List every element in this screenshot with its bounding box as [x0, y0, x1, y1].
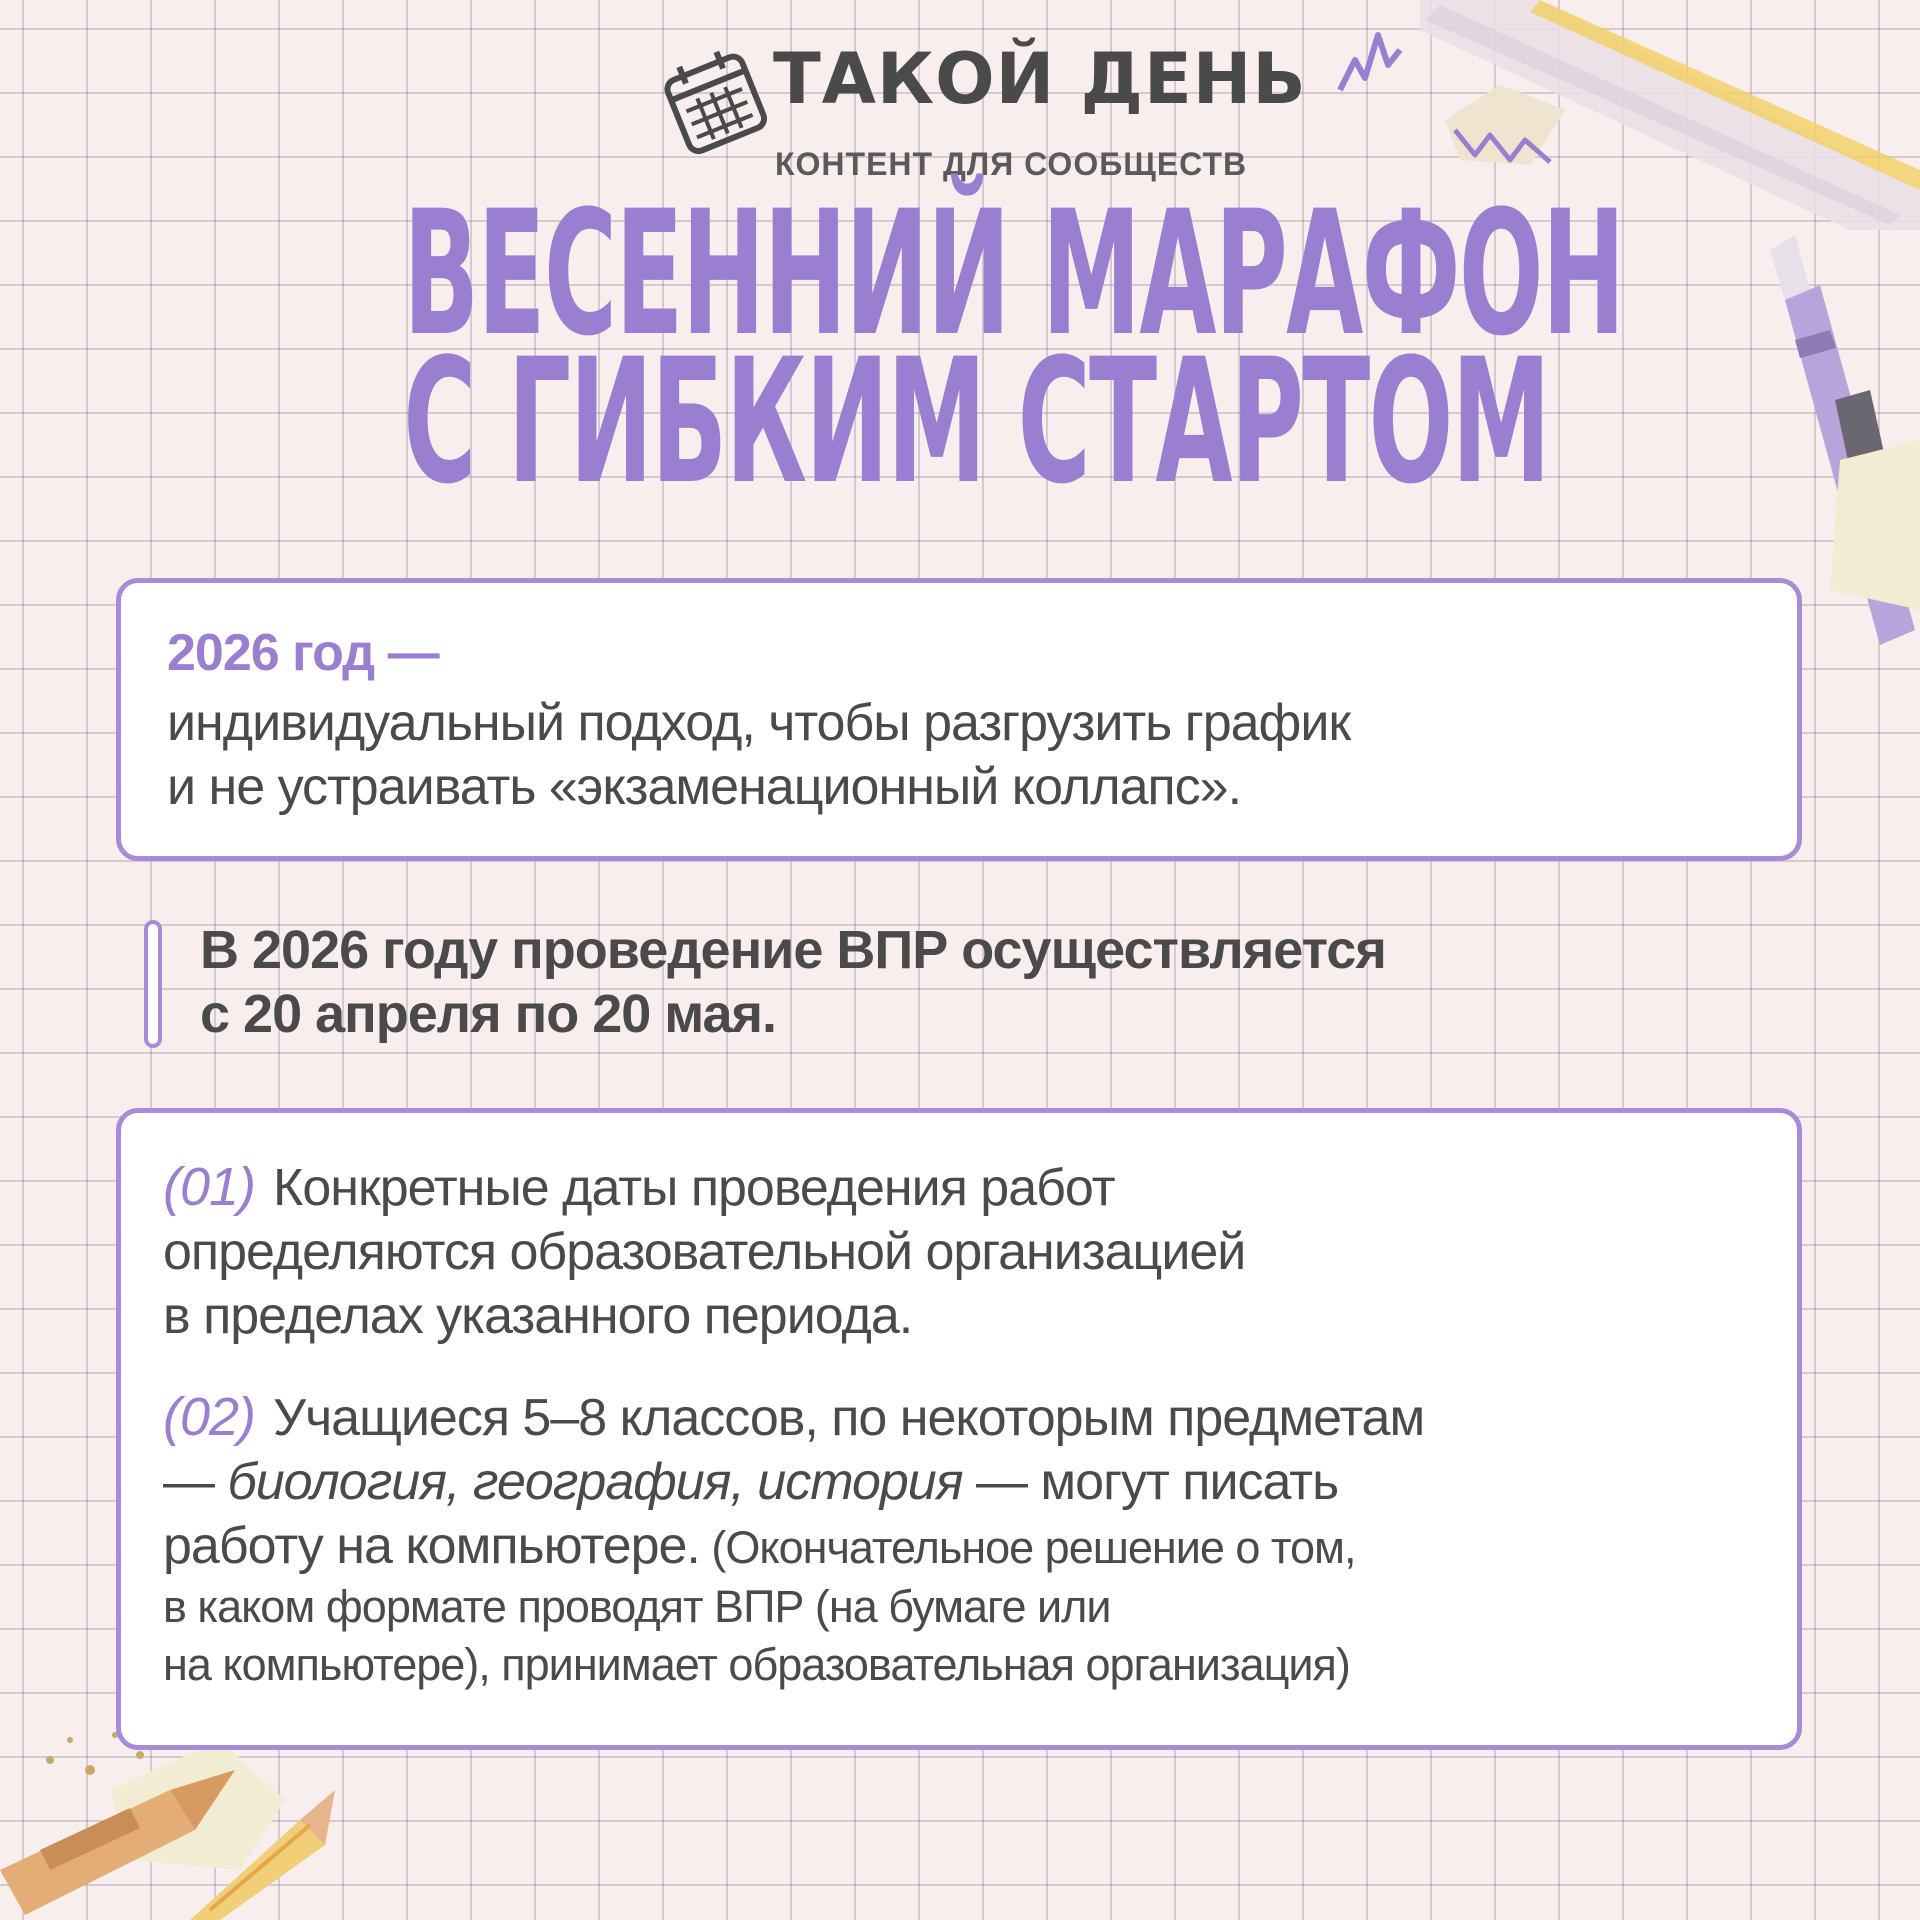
list-item: [163, 1155, 1245, 1348]
item-note: на компьютере), принимает образовательная организация): [163, 1639, 1350, 1690]
subjects-list: биология, география, история: [227, 1453, 963, 1511]
sparkle-icon: [1330, 20, 1410, 100]
brand-subtitle: КОНТЕНТ ДЛЯ СООБЩЕСТВ: [775, 146, 1248, 182]
intro-text: [167, 691, 1350, 819]
page-title-line-2: С ГИБКИМ СТАРТОМ: [403, 321, 1550, 522]
item-text: в пределах указанного периода.: [163, 1287, 913, 1345]
quote-bar: [144, 920, 162, 1048]
page-title-line-1: ВЕСЕННИЙ МАРАФОН: [403, 173, 1624, 374]
quote-line-2: с 20 апреля по 20 мая.: [200, 984, 777, 1044]
item-text: работу на компьютере.: [163, 1517, 700, 1575]
brand-header: [655, 34, 1307, 182]
sparkle-icon: [1450, 120, 1560, 170]
item-note: в каком формате проводят ВПР (на бумаге или: [163, 1581, 1111, 1632]
intro-line-1: индивидуальный подход, чтобы разгрузить график: [167, 694, 1351, 752]
quote-text: [200, 918, 1386, 1046]
intro-line-2: и не устраивать «экзаменационный коллапс».: [167, 758, 1242, 816]
item-text: —: [163, 1453, 228, 1511]
details-card: [116, 1108, 1802, 1750]
intro-accent: 2026 год —: [167, 624, 439, 682]
item-text: Учащиеся 5–8 классов, по некоторым предметам: [273, 1389, 1425, 1447]
calendar-icon: [655, 42, 775, 162]
item-text: Конкретные даты проведения работ: [273, 1159, 1115, 1217]
item-text: определяются образовательной организацией: [163, 1223, 1246, 1281]
brand-title: ТАКОЙ ДЕНЬ: [773, 38, 1307, 120]
item-number: (02): [163, 1387, 256, 1447]
item-number: (01): [163, 1157, 256, 1217]
list-item: [163, 1385, 1424, 1694]
pencil-icon: [190, 1790, 340, 1920]
quote-line-1: В 2026 году проведение ВПР осуществляется: [200, 920, 1386, 980]
item-note: (Окончательное решение о том,: [699, 1522, 1356, 1573]
page-title: [0, 173, 1920, 522]
item-text: — могут писать: [962, 1453, 1339, 1511]
intro-card: [116, 578, 1802, 861]
